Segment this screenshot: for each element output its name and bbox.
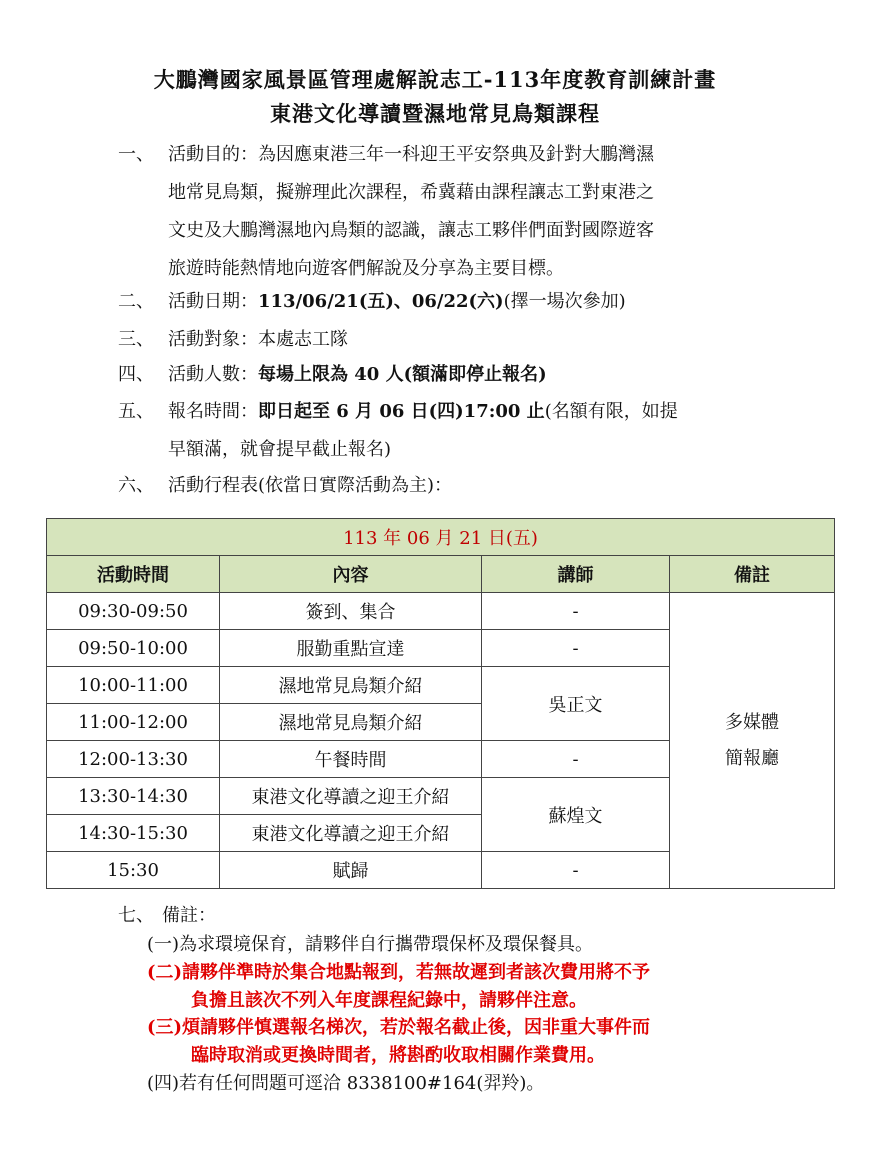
schedule-date: 113 年 06 月 21 日(五)	[47, 519, 835, 556]
header-time: 活動時間	[47, 556, 220, 593]
header-remark: 備註	[670, 556, 835, 593]
time-cell: 12:00-13:30	[47, 741, 220, 778]
registration-label: 報名時間：	[168, 401, 258, 422]
date-value: 113/06/21(五)、06/22(六)	[258, 291, 504, 312]
remark-line-1: 多媒體	[725, 711, 779, 733]
purpose-line-4: 旅遊時能熱情地向遊客們解說及分享為主要目標。	[168, 258, 564, 279]
content-cell: 服勤重點宣達	[220, 630, 482, 667]
section-registration	[118, 393, 768, 469]
time-cell: 10:00-11:00	[47, 667, 220, 704]
note-3-line-1: (三)煩請夥伴慎選報名梯次，若於報名截止後，因非重大事件而	[147, 1017, 651, 1038]
section-number: 一、	[118, 144, 154, 165]
note-2-line-1: (二)請夥伴準時於集合地點報到，若無故遲到者該次費用將不予	[147, 962, 651, 983]
document-subtitle: 東港文化導讀暨濕地常見鳥類課程	[270, 101, 600, 126]
time-cell: 15:30	[47, 852, 220, 889]
section-number: 三、	[118, 329, 154, 350]
section-purpose	[118, 136, 768, 288]
note-4: (四)若有任何問題可逕洽 8338100#164(羿羚)。	[147, 1073, 545, 1094]
notes-label: 備註：	[162, 905, 216, 926]
target-label: 活動對象：	[168, 329, 258, 350]
notes-heading	[118, 901, 216, 927]
note-2-line-2: 負擔且該次不列入年度課程紀錄中，請夥伴注意。	[191, 990, 587, 1011]
lecturer-cell: 吳正文	[482, 667, 670, 741]
header-content: 內容	[220, 556, 482, 593]
lecturer-cell: -	[482, 741, 670, 778]
content-cell: 濕地常見鳥類介紹	[220, 667, 482, 704]
time-cell: 13:30-14:30	[47, 778, 220, 815]
content-cell: 濕地常見鳥類介紹	[220, 704, 482, 741]
purpose-line-2: 地常見鳥類，擬辦理此次課程，希冀藉由課程讓志工對東港之	[168, 182, 654, 203]
registration-deadline: 即日起至 6 月 06 日(四)17:00 止	[258, 401, 545, 422]
capacity-label: 活動人數：	[168, 364, 258, 385]
note-3-line-2: 臨時取消或更換時間者，將斟酌收取相關作業費用。	[191, 1045, 605, 1066]
time-cell: 11:00-12:00	[47, 704, 220, 741]
registration-note-line-2: 早額滿，就會提早截止報名)	[168, 439, 392, 460]
table-row	[47, 593, 835, 630]
schedule-intro: 活動行程表(依當日實際活動為主)：	[168, 475, 453, 496]
content-cell: 賦歸	[220, 852, 482, 889]
purpose-line-1: 活動目的：為因應東港三年一科迎王平安祭典及針對大鵬灣濕	[168, 144, 654, 165]
section-date	[118, 283, 768, 321]
content-cell: 東港文化導讀之迎王介紹	[220, 815, 482, 852]
section-number: 六、	[118, 475, 154, 496]
section-number: 五、	[118, 401, 154, 422]
section-number: 四、	[118, 364, 154, 385]
section-number: 二、	[118, 291, 154, 312]
lecturer-cell: -	[482, 593, 670, 630]
content-cell: 午餐時間	[220, 741, 482, 778]
lecturer-cell: -	[482, 630, 670, 667]
remark-cell	[670, 593, 835, 889]
time-cell: 09:30-09:50	[47, 593, 220, 630]
date-label: 活動日期：	[168, 291, 258, 312]
header-lecturer: 講師	[482, 556, 670, 593]
schedule-table	[46, 518, 835, 889]
content-cell: 東港文化導讀之迎王介紹	[220, 778, 482, 815]
content-cell: 簽到、集合	[220, 593, 482, 630]
capacity-value: 每場上限為 40 人(額滿即停止報名)	[258, 364, 547, 385]
document-title: 大鵬灣國家風景區管理處解說志工-113年度教育訓練計畫	[153, 67, 717, 92]
remark-line-2: 簡報廳	[725, 747, 779, 769]
note-1: (一)為求環境保育，請夥伴自行攜帶環保杯及環保餐具。	[147, 934, 594, 955]
time-cell: 09:50-10:00	[47, 630, 220, 667]
section-target	[118, 321, 768, 359]
registration-note: (名額有限，如提	[544, 401, 678, 422]
section-schedule	[118, 467, 768, 505]
section-capacity	[118, 356, 768, 394]
time-cell: 14:30-15:30	[47, 815, 220, 852]
lecturer-cell: -	[482, 852, 670, 889]
target-value: 本處志工隊	[258, 329, 348, 350]
purpose-line-3: 文史及大鵬灣濕地內鳥類的認識，讓志工夥伴們面對國際遊客	[168, 220, 654, 241]
section-number: 七、	[118, 905, 154, 926]
lecturer-cell: 蘇煌文	[482, 778, 670, 852]
date-note: (擇一場次參加)	[503, 291, 626, 312]
